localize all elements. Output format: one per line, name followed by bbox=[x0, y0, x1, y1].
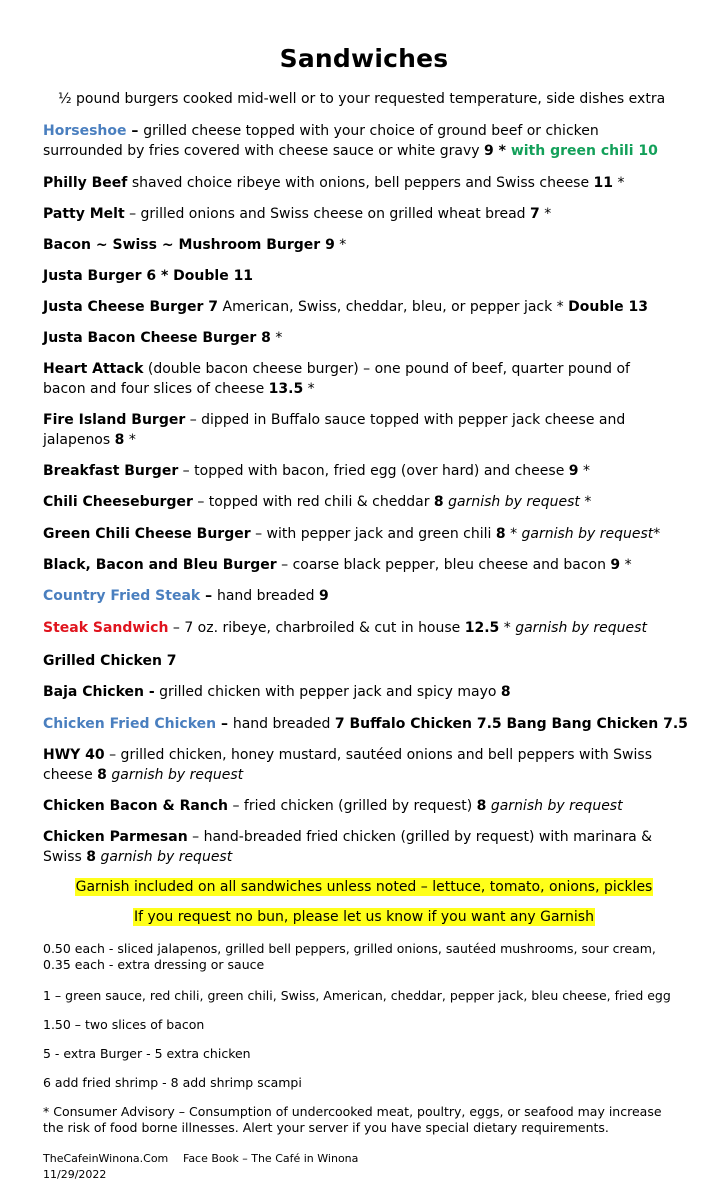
item-price: 9 bbox=[568, 463, 579, 479]
menu-item-chicken-bacon-ranch bbox=[43, 796, 693, 816]
footer-date: 11/29/2022 bbox=[43, 1168, 107, 1181]
menu-item-philly-beef: Philly Beef shaved choice ribeye with onions, bell peppers and Swiss cheese 11 * bbox=[43, 175, 625, 191]
item-price: 7 Buffalo Chicken 7.5 Bang Bang Chicken 7.5 bbox=[334, 716, 688, 732]
item-description: grilled chicken with pepper jack and spicy mayo bbox=[154, 684, 501, 700]
menu-item-chili-cheeseburger: Chili Cheeseburger – topped with red chili & cheddar 8 garnish by request * bbox=[43, 494, 592, 510]
item-price: Double 13 bbox=[568, 299, 649, 315]
menu-item-baja-chicken bbox=[43, 682, 693, 702]
item-description: – dipped in Buffalo sauce topped with pepper jack cheese and bbox=[185, 412, 626, 428]
item-price: 8 bbox=[86, 849, 97, 865]
garnish-note: garnish by request bbox=[443, 494, 580, 510]
item-price: 8 bbox=[433, 494, 444, 510]
item-name: Justa Burger 6 * Double 11 bbox=[43, 268, 254, 284]
item-name: Breakfast Burger bbox=[43, 463, 179, 479]
item-price: 12.5 bbox=[464, 620, 500, 636]
menu-item-hwy-40 bbox=[43, 745, 693, 785]
item-name: Green Chili Cheese Burger bbox=[43, 526, 251, 542]
green-chili-option: with green chili 10 bbox=[510, 143, 658, 159]
item-name: Justa Bacon Cheese Burger 8 bbox=[43, 330, 271, 346]
item-price: 8 bbox=[500, 684, 511, 700]
garnish-note: garnish by request bbox=[96, 849, 233, 865]
item-description: – 7 oz. ribeye, charbroiled & cut in house bbox=[168, 620, 465, 636]
menu-item-green-chili-cheese-burger: Green Chili Cheese Burger – with pepper jack and green chili 8 * garnish by request* bbox=[43, 526, 661, 542]
item-description: jalapenos bbox=[43, 432, 115, 448]
item-description: Swiss bbox=[43, 849, 87, 865]
footer-website: TheCafeinWinona.Com bbox=[43, 1152, 169, 1165]
item-price: 8 bbox=[476, 798, 487, 814]
extras-1: 1 – green sauce, red chili, green chili, Swiss, American, cheddar, pepper jack, bleu cheese, fried egg bbox=[43, 988, 671, 1003]
garnish-note: garnish by request bbox=[515, 620, 647, 636]
menu-item-justa-burger bbox=[43, 266, 693, 286]
item-description: – grilled onions and Swiss cheese on grilled wheat bread bbox=[124, 206, 530, 222]
menu-item-chicken-parmesan bbox=[43, 827, 693, 867]
item-name: Chicken Parmesan bbox=[43, 829, 188, 845]
no-bun-notice bbox=[0, 909, 728, 925]
item-description: bacon and four slices of cheese bbox=[43, 381, 269, 397]
item-price: 13.5 bbox=[268, 381, 304, 397]
menu-item-justa-bacon-cheese-burger: Justa Bacon Cheese Burger 8 * bbox=[43, 330, 283, 346]
item-name: Horseshoe bbox=[43, 123, 127, 139]
item-description: cheese bbox=[43, 767, 98, 783]
item-name: HWY 40 bbox=[43, 747, 105, 763]
item-description: (double bacon cheese burger) – one pound of beef, quarter pound of bbox=[143, 361, 630, 377]
item-price: 9 bbox=[610, 557, 621, 573]
item-price: 8 bbox=[114, 432, 125, 448]
garnish-note: garnish by request* bbox=[521, 526, 661, 542]
item-description: surrounded by fries covered with cheese sauce or white gravy bbox=[43, 143, 484, 159]
consumer-advisory: * Consumer Advisory – Consumption of undercooked meat, poultry, eggs, or seafood may increase the risk of food borne illnesses. Alert your server if you have special dietary requirements. bbox=[43, 1104, 662, 1135]
item-name: Chicken Fried Chicken bbox=[43, 716, 217, 732]
subtitle: ½ pound burgers cooked mid-well or to your requested temperature, side dishes extra bbox=[58, 91, 666, 107]
extras-6: 6 add fried shrimp - 8 add shrimp scampi bbox=[43, 1075, 302, 1090]
menu-item-chicken-fried-chicken: Chicken Fried Chicken – hand breaded 7 Buffalo Chicken 7.5 Bang Bang Chicken 7.5 bbox=[43, 716, 688, 732]
item-description: hand breaded bbox=[216, 588, 319, 604]
menu-item-heart-attack: Heart Attack (double bacon cheese burger) – one pound of beef, quarter pound of bacon and four slices of cheese 13.5 * bbox=[43, 361, 630, 397]
item-name: Chicken Bacon & Ranch bbox=[43, 798, 229, 814]
item-description: hand breaded bbox=[232, 716, 335, 732]
menu-item-grilled-chicken bbox=[43, 651, 693, 671]
menu-item-horseshoe: Horseshoe – grilled cheese topped with your choice of ground beef or chicken surrounded by fries covered with cheese sauce or white gravy 9 * with green chili 10 bbox=[43, 123, 658, 159]
no-bun-notice-text: If you request no bun, please let us know if you want any Garnish bbox=[134, 909, 594, 925]
item-name: Baja Chicken - bbox=[43, 684, 155, 700]
menu-item-bacon-swiss-mushroom: Bacon ~ Swiss ~ Mushroom Burger 9 * bbox=[43, 237, 347, 253]
footer-facebook: Face Book – The Café in Winona bbox=[183, 1152, 359, 1165]
menu-item-patty-melt: Patty Melt – grilled onions and Swiss cheese on grilled wheat bread 7 * bbox=[43, 206, 552, 222]
menu-item-fire-island-burger: Fire Island Burger – dipped in Buffalo sauce topped with pepper jack cheese and jalapenos 8 * bbox=[43, 412, 626, 448]
item-name: Patty Melt bbox=[43, 206, 125, 222]
page-title: Sandwiches bbox=[279, 44, 449, 73]
item-price: 11 bbox=[593, 175, 614, 191]
item-price: 7 bbox=[530, 206, 540, 222]
menu-item-breakfast-burger: Breakfast Burger – topped with bacon, fried egg (over hard) and cheese 9 * bbox=[43, 463, 590, 479]
item-price: 9 bbox=[483, 143, 494, 159]
item-name: Justa Cheese Burger 7 bbox=[43, 299, 219, 315]
item-name: Bacon ~ Swiss ~ Mushroom Burger 9 bbox=[43, 237, 335, 253]
item-description: – grilled chicken, honey mustard, sautéed onions and bell peppers with Swiss bbox=[104, 747, 652, 763]
item-name: Fire Island Burger bbox=[43, 412, 186, 428]
garnish-notice bbox=[0, 879, 728, 895]
item-description: – fried chicken (grilled by request) bbox=[228, 798, 477, 814]
extras-050: 0.50 each - sliced jalapenos, grilled bell peppers, grilled onions, sautéed mushrooms, sour cream, 0.35 each - extra dressing or sauce bbox=[43, 941, 656, 972]
item-description: – with pepper jack and green chili bbox=[250, 526, 496, 542]
item-price: 8 bbox=[495, 526, 506, 542]
item-name: Philly Beef bbox=[43, 175, 128, 191]
menu-item-black-bacon-bleu-burger: Black, Bacon and Bleu Burger – coarse black pepper, bleu cheese and bacon 9 * bbox=[43, 557, 632, 573]
garnish-note: garnish by request bbox=[486, 798, 623, 814]
menu-item-country-fried-steak: Country Fried Steak – hand breaded 9 bbox=[43, 588, 329, 604]
item-description: American, Swiss, cheddar, bleu, or pepper jack * bbox=[218, 299, 569, 315]
item-name: Country Fried Steak bbox=[43, 588, 201, 604]
item-description: – topped with red chili & cheddar bbox=[192, 494, 434, 510]
garnish-notice-text: Garnish included on all sandwiches unless noted – lettuce, tomato, onions, pickles bbox=[75, 879, 653, 895]
item-price: 8 bbox=[97, 767, 107, 783]
item-description: – hand-breaded fried chicken (grilled by request) with marinara & bbox=[187, 829, 653, 845]
menu-item-steak-sandwich: Steak Sandwich – 7 oz. ribeye, charbroiled & cut in house 12.5 * garnish by request bbox=[43, 620, 647, 636]
item-description: – topped with bacon, fried egg (over hard) and cheese bbox=[178, 463, 569, 479]
item-name: Heart Attack bbox=[43, 361, 144, 377]
item-name: Black, Bacon and Bleu Burger bbox=[43, 557, 277, 573]
item-name: Steak Sandwich bbox=[43, 620, 169, 636]
menu-item-justa-cheese-burger bbox=[43, 297, 693, 317]
item-price: 9 bbox=[319, 588, 329, 604]
item-description: grilled cheese topped with your choice of ground beef or chicken bbox=[143, 123, 599, 139]
extras-5: 5 - extra Burger - 5 extra chicken bbox=[43, 1046, 251, 1061]
item-name: Chili Cheeseburger bbox=[43, 494, 193, 510]
item-description: shaved choice ribeye with onions, bell peppers and Swiss cheese bbox=[127, 175, 594, 191]
item-name: Grilled Chicken 7 bbox=[43, 653, 177, 669]
garnish-note: garnish by request bbox=[106, 767, 244, 783]
extras-150: 1.50 – two slices of bacon bbox=[43, 1017, 205, 1032]
item-description: – coarse black pepper, bleu cheese and bacon bbox=[276, 557, 611, 573]
